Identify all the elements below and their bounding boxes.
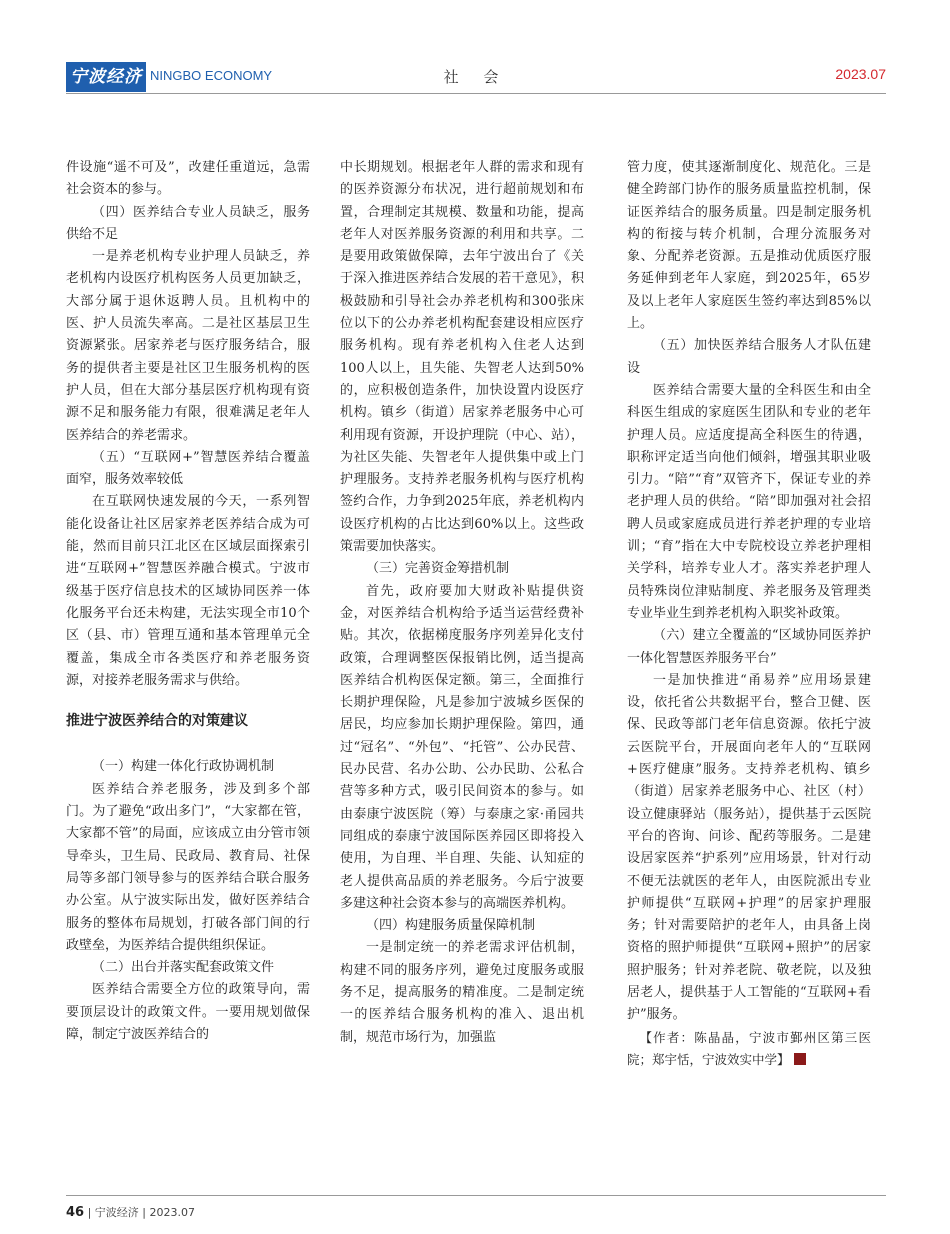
section-heading: 推进宁波医养结合的对策建议 xyxy=(66,713,248,730)
header-divider xyxy=(66,93,886,94)
page-number: 46 xyxy=(66,1205,85,1220)
paragraph: 医养结合需要全方位的政策导向，需要顶层设计的政策文件。一要用规划做保障，制定宁波医养结合的 xyxy=(66,982,310,1042)
author-credit xyxy=(627,1027,871,1072)
paragraph: 一是养老机构专业护理人员缺乏，养老机构内设医疗机构医务人员更加缺乏，大部分属于退休返聘人员。且机构中的医、护人员流失率高。二是社区基层卫生资源紧张。居家养老与医疗服务结合，服务的提供者主要是社区卫生服务机构的医护人员，但在大部分基层医疗机构现有资源不足和服务能力有限，很难满足老年人医养结合的养老需求。 xyxy=(66,249,310,443)
paragraph: 首先，政府要加大财政补贴提供资金，对医养结合机构给予适当运营经费补贴。其次，依据梯度服务序列差异化支付政策，合理调整医保报销比例，适当提高医养结合机构医保定额。第三，全面推行长期护理保险，凡是参加宁波城乡医保的居民，均应参加长期护理保险。第四，通过“冠名”、“外包”、“托管”、公办民营、民办民营、名办公助、公办民助、公私合营等多种方式，吸引民间资本的参与。如由泰康宁波医院（筹）与泰康之家·甬园共同组成的泰康宁波国际医养园区即将投入使用，为自理、半自理、失能、认知症的老人提供高品质的养老服务。今后宁波要多建这种社会资本参与的高端医养机构。 xyxy=(340,583,584,911)
footer-journal: 宁波经济 xyxy=(94,1206,139,1219)
paragraph: 件设施“遥不可及”，改建任重道远，急需社会资本的参与。 xyxy=(66,160,310,198)
subheading: （六）建立全覆盖的“区域协同医养护一体化智慧医养服务平台” xyxy=(627,628,871,666)
section-title: 社 会 xyxy=(443,68,509,86)
footer-separator: | xyxy=(142,1206,150,1219)
subheading: （一）构建一体化行政协调机制 xyxy=(92,759,275,775)
footer-separator: | xyxy=(87,1206,95,1219)
end-mark-icon xyxy=(794,1053,806,1065)
author-credit-text: 【作者：陈晶晶，宁波市鄞州区第三医院；郑宇恬，宁波效实中学】 xyxy=(627,1029,871,1067)
magazine-logo: 宁波经济 xyxy=(66,62,146,92)
subheading: （二）出台并落实配套政策文件 xyxy=(92,960,275,976)
subheading: （五）“互联网+”智慧医养结合覆盖面窄，服务效率较低 xyxy=(66,449,310,488)
column-2 xyxy=(340,157,584,1049)
footer-issue: 2023.07 xyxy=(149,1206,195,1219)
paragraph: 医养结合需要大量的全科医生和由全科医生组成的家庭医生团队和专业的老年护理人员。应适度提高全科医生的待遇，职称评定适当向他们倾斜，增强其职业吸引力。“陪”“育”双管齐下，保证专业的养老护理人员的供给。“陪”即加强对社会招聘人员或家庭成员进行养老护理的专业培训；“育”指在大中专院校设立养老护理相关学科，培养专业人才。落实养老护理人员特殊岗位津贴制度、养老服务及管理类专业毕业生到养老机构入职奖补政策。 xyxy=(627,382,871,621)
issue-date: 2023.07 xyxy=(835,66,886,82)
footer-text xyxy=(66,1204,886,1220)
magazine-logo-english: NINGBO ECONOMY xyxy=(150,68,273,83)
subheading: （五）加快医养结合服务人才队伍建设 xyxy=(627,338,871,376)
paragraph: 一是制定统一的养老需求评估机制，构建不同的服务序列，避免过度服务或服务不足，提高服务的精准度。二是制定统一的医养结合服务机构的准入、退出机制，规范市场行为，加强监 xyxy=(340,940,584,1045)
subheading: （四）医养结合专业人员缺乏，服务供给不足 xyxy=(66,204,310,242)
paragraph: 在互联网快速发展的今天，一系列智能化设备让社区居家养老医养结合成为可能，然而目前只江北区在区域层面探索引进“互联网+”智慧医养融合模式。宁波市级基于医疗信息技术的区域协同医养一体化服务平台还未构建，无法实现全市10个区（县、市）管理互通和基本管理单元全覆盖，集成全市各类医疗和养老服务资源，对接养老服务需求与供给。 xyxy=(66,494,310,688)
column-3 xyxy=(627,157,871,1071)
column-1 xyxy=(66,157,310,1046)
footer-divider xyxy=(66,1195,886,1196)
subheading: （三）完善资金筹措机制 xyxy=(366,561,510,577)
paragraph: 医养结合养老服务，涉及到多个部门。为了避免“政出多门”，“大家都在管，大家都不管”的局面，应该成立由分管市领导牵头，卫生局、民政局、教育局、社保局等多部门领导参与的医养结合联合服务办公室。从宁波实际出发，做好医养结合服务的整体布局规划，打破各部门间的行政壁垒，为医养结合提供组织保证。 xyxy=(66,781,310,953)
paragraph: 管力度，使其逐渐制度化、规范化。三是健全跨部门协作的服务质量监控机制，保证医养结合的服务质量。四是制定服务机构的衔接与转介机制，合理分流服务对象、分配养老资源。五是推动优质医疗服务延伸到老年人家庭，到2025年，65岁及以上老年人家庭医生签约率达到85%以上。 xyxy=(627,160,871,332)
page-header xyxy=(66,62,886,92)
page-footer xyxy=(66,1195,886,1220)
paragraph: 中长期规划。根据老年人群的需求和现有的医养资源分布状况，进行超前规划和布置，合理制定其规模、数量和功能，提高老年人对医养服务资源的利用和共享。二是要用政策做保障，去年宁波出台了《关于深入推进医养结合发展的若干意见》，积极鼓励和引导社会办养老机构和300张床位以下的公办养老机构配套建设相应医疗服务机构。现有养老机构入住老人达到100人以上，且失能、失智老人达到50%的，应积极创造条件，加快设置内设医疗机构。镇乡（街道）居家养老服务中心可利用现有资源，开设护理院（中心、站），为社区失能、失智老年人提供集中或上门护理服务。支持养老服务机构与医疗机构签约合作，力争到2025年底，养老机构内设医疗机构的占比达到60%以上。这些政策需要加快落实。 xyxy=(340,160,584,555)
paragraph: 一是加快推进“甬易养”应用场景建设，依托省公共数据平台，整合卫健、医保、民政等部门老年信息资源。依托宁波云医院平台，开展面向老年人的“互联网+医疗健康”服务。支持养老机构、镇乡（街道）居家养老服务中心、社区（村）设立健康驿站（服务站），提供基于云医院平台的咨询、问诊、配药等服务。二是建设居家医养“护系列”应用场景，针对行动不便无法就医的老年人，由医院派出专业护师提供“互联网+护理”的居家护理服务；针对需要陪护的老年人，由具备上岗资格的照护师提供“互联网+照护”的居家照护服务；针对养老院、敬老院，以及独居老人，提供基于人工智能的“互联网+看护”服务。 xyxy=(627,672,871,1023)
subheading: （四）构建服务质量保障机制 xyxy=(366,918,536,934)
